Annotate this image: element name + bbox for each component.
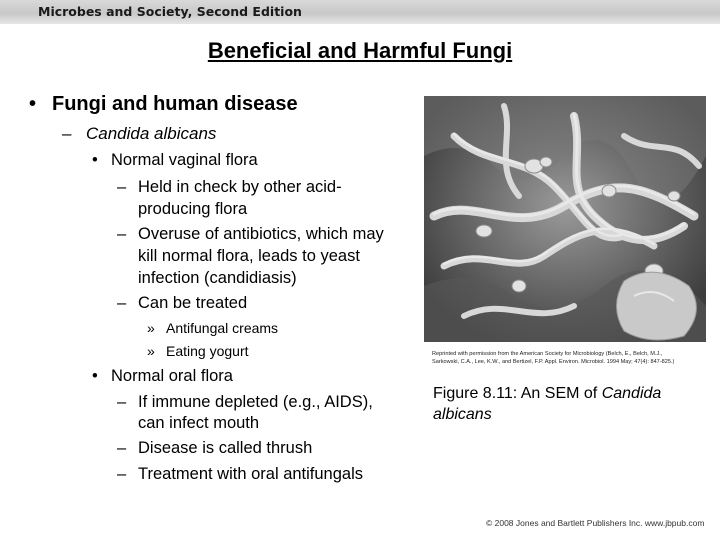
vaginal-item-line: Overuse of antibiotics, which may (138, 225, 384, 243)
vaginal-item-line: producing flora (138, 200, 248, 218)
organism-name: Candida albicans (86, 124, 217, 143)
vaginal-item-line: kill normal flora, leads to yeast (138, 247, 360, 265)
vaginal-flora-label: Normal vaginal flora (111, 151, 258, 169)
bullet-marker: • (29, 93, 37, 115)
treatment-sub-item: Antifungal creams (166, 320, 279, 336)
oral-item-line: Disease is called thrush (138, 439, 313, 457)
oral-item-line: can infect mouth (138, 414, 260, 432)
sem-micrograph-art (424, 96, 706, 342)
copyright-notice: © 2008 Jones and Bartlett Publishers Inc. www.jbpub.com (486, 518, 705, 528)
vaginal-item-line: infection (candidiasis) (138, 269, 297, 287)
vaginal-item-line: Held in check by other acid- (138, 178, 342, 196)
raquo-marker: » (147, 320, 155, 336)
raquo-marker: » (147, 343, 155, 359)
bullet-fungi-disease: Fungi and human disease (52, 93, 298, 115)
dash-marker: – (117, 225, 127, 243)
oral-flora-label: Normal oral flora (111, 367, 233, 385)
book-title: Microbes and Society, Second Edition (38, 4, 302, 19)
figure-credit-line: Sarkowski, C.A., Lee, K.W., and Bertizel, F.P. Appl. Environ. Microbiol. 1994 May; 47(4): 847-825.) (432, 359, 675, 366)
bullet-marker: • (92, 151, 98, 169)
treatment-sub-item: Eating yogurt (166, 343, 249, 359)
bullet-marker: • (92, 367, 98, 385)
caption-text: Figure 8.11: An SEM of (433, 385, 602, 402)
oral-item-line: If immune depleted (e.g., AIDS), (138, 393, 373, 411)
figure-credit-line: Reprinted with permission from the American Society for Microbiology (Belch, E., Belch, M.J., (432, 351, 663, 357)
figure-caption (433, 383, 713, 425)
caption-organism: Candida albicans (433, 385, 662, 423)
figure-credit (432, 350, 714, 366)
slide-title: Beneficial and Harmful Fungi (207, 38, 513, 63)
dash-marker: – (62, 124, 72, 143)
dash-marker: – (117, 178, 127, 196)
dash-marker: – (117, 439, 127, 457)
oral-item-line: Treatment with oral antifungals (138, 465, 363, 483)
dash-marker: – (117, 294, 127, 312)
vaginal-item-line: Can be treated (138, 294, 248, 312)
sem-micrograph (424, 96, 706, 342)
dash-marker: – (117, 393, 127, 411)
dash-marker: – (117, 465, 127, 483)
